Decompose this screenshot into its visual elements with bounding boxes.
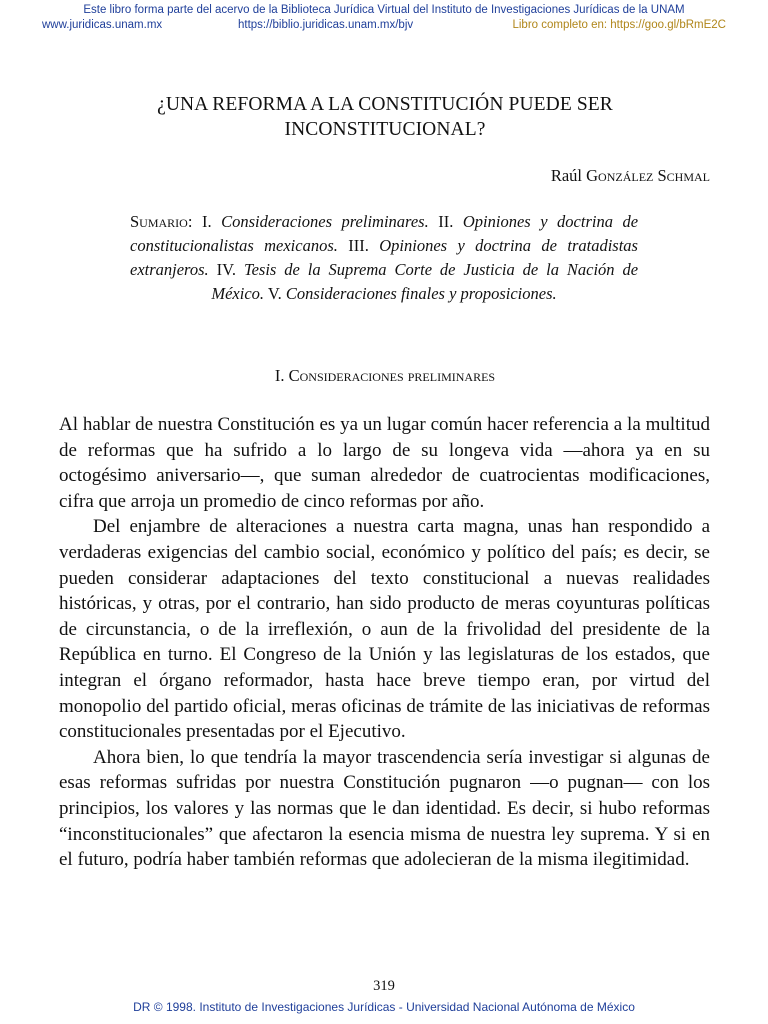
summary-item-text: Consideraciones preliminares. <box>221 212 429 231</box>
summary-item-text: Consideraciones finales y proposiciones. <box>285 284 557 303</box>
summary-item-numeral: V. <box>267 284 282 303</box>
summary-item-text: Opiniones y doctrina de tratadistas extranjeros. <box>130 236 638 279</box>
summary-item-numeral: III. <box>348 236 369 255</box>
author-last-name: González Schmal <box>586 166 710 185</box>
copyright-footer: DR © 1998. Instituto de Investigaciones Jurídicas - Universidad Nacional Autónoma de México <box>133 1000 635 1014</box>
paragraph: Ahora bien, lo que tendría la mayor trascendencia sería investigar si algunas de esas reformas sufridas por nuestra Constitución pugnaron —o pugnan— con los principios, los valores y las normas que le dan identidad. Es decir, si hubo reformas “inconstitucionales” que afectaron la esencia misma de nuestra ley suprema. Y si en el futuro, podría haber también reformas que adolecieran de la misma ilegitimidad. <box>59 746 710 871</box>
body-text <box>59 412 710 873</box>
summary-item-text: Tesis de la Suprema Corte de Justicia de la Nación de México. <box>211 260 639 303</box>
chapter-title-line2: INCONSTITUCIONAL? <box>284 119 486 140</box>
header-links <box>0 18 768 33</box>
author-first-name: Raúl <box>550 166 582 185</box>
repository-header <box>0 3 768 33</box>
summary-item-numeral: II. <box>438 212 454 231</box>
paragraph: Del enjambre de alteraciones a nuestra carta magna, unas han respondido a verdaderas exigencias del cambio social, económico y político del país; es decir, se pueden considerar adaptaciones del texto constitucional a nuevas realidades históricas, y otras, por el contrario, han sido producto de meras coyunturas políticas de circunstancia, o de la irreflexión, o aun de la frivolidad del presidente de la República en turno. El Congreso de la Unión y las legislaturas de los estados, que integran el órgano reformador, hasta hace breve tiempo eran, por virtud del monopolio del partido oficial, meras oficinas de trámite de las iniciativas de reformas constitucionales presentadas por el Ejecutivo. <box>59 516 710 743</box>
summary-block: Sumario: I. Consideraciones preliminares. II. Opiniones y doctrina de constitucionalistas mexicanos. III. Opiniones y doctrina de tratadistas extranjeros. IV. Tesis de la Suprema Corte de Justicia de la Nación de México. V. Consideraciones finales y proposiciones. <box>130 212 639 303</box>
author-name <box>551 166 710 186</box>
chapter-title-line1: ¿UNA REFORMA A LA CONSTITUCIÓN PUEDE SER <box>157 94 613 115</box>
summary-item-numeral: IV. <box>216 260 237 279</box>
summary-item-text: Opiniones y doctrina de constitucionalistas mexicanos. <box>130 212 639 255</box>
repository-notice: Este libro forma parte del acervo de la Biblioteca Jurídica Virtual del Instituto de Investigaciones Jurídicas de la UNAM <box>83 4 685 16</box>
summary-label: Sumario <box>130 212 188 231</box>
paragraph: Al hablar de nuestra Constitución es ya un lugar común hacer referencia a la multitud de reformas que ha sufrido a lo largo de su longeva vida —ahora ya en su octogésimo aniversario—, que suman alrededor de cuatrocientas modificaciones, cifra que arroja un promedio de cinco reformas por año. <box>59 414 710 512</box>
section-heading-text: Consideraciones preliminares <box>288 366 496 385</box>
page-number: 319 <box>373 978 395 994</box>
summary-item-numeral: I. <box>201 212 212 231</box>
section-heading <box>60 366 710 386</box>
section-heading-numeral: I. <box>274 366 285 385</box>
chapter-title <box>60 92 710 142</box>
full-book-link[interactable]: Libro completo en: https://goo.gl/bRmE2C <box>512 19 726 31</box>
bjv-link[interactable]: https://biblio.juridicas.unam.mx/bjv <box>238 19 414 31</box>
site-link[interactable]: www.juridicas.unam.mx <box>42 19 163 31</box>
